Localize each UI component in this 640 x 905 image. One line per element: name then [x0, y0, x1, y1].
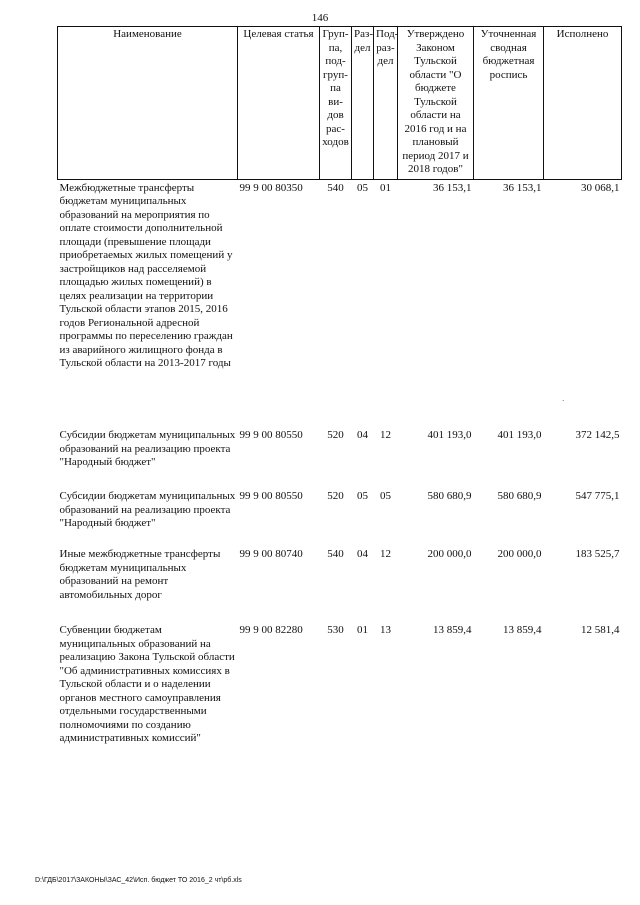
row-section: 05	[357, 490, 368, 502]
row-approved: 580 680,9	[427, 490, 472, 502]
row-approved: 36 153,1	[433, 181, 472, 194]
table-row	[58, 179, 622, 427]
row-subsection: 05	[380, 490, 391, 502]
row-target: 99 9 00 80740	[239, 548, 303, 560]
row-name: Субвенции бюджетам муниципальных образований на реализацию Закона Тульской области "Об административных комиссиях в Тульской области и о наделении органов местного самоуправления отдельными государственными полномочиями по созданию административных комиссий"	[59, 624, 235, 744]
row-target: 99 9 00 80550	[239, 490, 303, 502]
table-row	[58, 427, 622, 488]
budget-table	[57, 26, 622, 746]
row-section: 04	[357, 548, 368, 560]
row-section: 05	[357, 181, 368, 194]
row-group: 540	[327, 181, 344, 194]
page-number: 146	[311, 12, 329, 24]
row-executed: 12 581,4	[581, 624, 620, 636]
row-subsection: 12	[380, 429, 391, 441]
row-revised: 200 000,0	[497, 548, 542, 560]
row-target: 99 9 00 80350	[239, 181, 303, 194]
header-section: Раз-дел	[352, 27, 374, 180]
row-approved: 200 000,0	[427, 548, 472, 560]
row-name: Межбюджетные трансферты бюджетам муниципальных образований на мероприятия по оплате стоимости дополнительной площади (превышение площади приобретаемых жилых помещений у застройщиков над расселяемой площадью жилых помещений) в целях реализации на территории Тульской области этапов 2015, 2016 годов Региональной адресной программы по переселению граждан из аварийного жилищного фонда в Тульской области на 2013-2017 годы	[59, 181, 233, 369]
row-revised: 13 859,4	[503, 624, 542, 636]
header-group: Груп-па, под-груп-па ви-дов рас-ходов	[320, 27, 352, 180]
header-name: Наименование	[58, 27, 238, 180]
table-row	[58, 546, 622, 622]
header-executed: Исполнено	[544, 27, 622, 180]
row-section: 01	[357, 624, 368, 636]
table-row	[58, 488, 622, 546]
row-group: 520	[327, 429, 344, 441]
row-group: 540	[327, 548, 344, 560]
row-target: 99 9 00 80550	[239, 429, 303, 441]
row-revised: 36 153,1	[503, 181, 542, 194]
row-group: 520	[327, 490, 344, 502]
row-section: 04	[357, 429, 368, 441]
header-subsection: Под-раз-дел	[374, 27, 398, 180]
row-target: 99 9 00 82280	[239, 624, 303, 636]
row-executed: 183 525,7	[575, 548, 620, 560]
row-approved: 13 859,4	[433, 624, 472, 636]
row-name: Субсидии бюджетам муниципальных образований на реализацию проекта "Народный бюджет"	[59, 490, 236, 529]
header-row	[58, 27, 622, 180]
row-executed: 30 068,1	[581, 181, 620, 194]
stray-mark: ·	[562, 397, 565, 405]
table-row	[58, 622, 622, 746]
row-revised: 401 193,0	[497, 429, 542, 441]
row-executed: 372 142,5	[575, 429, 620, 441]
header-target: Целевая статья	[238, 27, 320, 180]
header-approved: Утверждено Законом Тульской области "О бюджете Тульской области на 2016 год и на плановый период 2017 и 2018 годов"	[398, 27, 474, 180]
row-subsection: 01	[380, 181, 391, 194]
row-subsection: 13	[380, 624, 391, 636]
header-revised: Уточненная сводная бюджетная роспись	[474, 27, 544, 180]
file-path-footer: D:\ГДБ\2017\ЗАКОНЫ\ЗАС_42\Исп. бюджет ТО 2016_2 чт\рб.xls	[35, 877, 242, 884]
row-revised: 580 680,9	[497, 490, 542, 502]
row-executed: 547 775,1	[575, 490, 620, 502]
row-name: Иные межбюджетные трансферты бюджетам муниципальных образований на ремонт автомобильных дорог	[59, 548, 221, 601]
row-subsection: 12	[380, 548, 391, 560]
row-name: Субсидии бюджетам муниципальных образований на реализацию проекта "Народный бюджет"	[59, 429, 236, 468]
row-group: 530	[327, 624, 344, 636]
row-approved: 401 193,0	[427, 429, 472, 441]
